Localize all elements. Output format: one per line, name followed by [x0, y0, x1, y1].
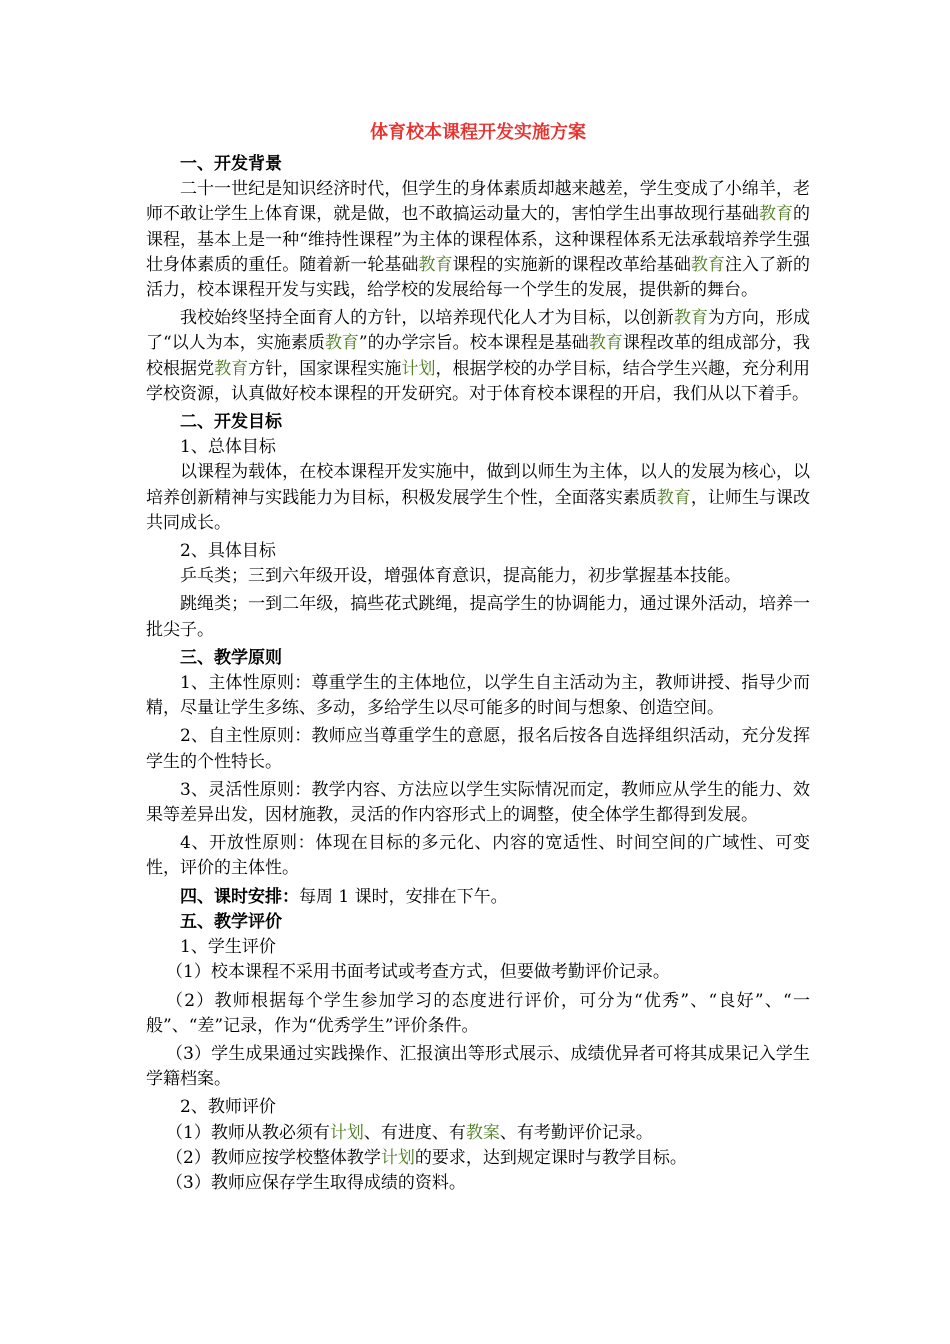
keyword-link[interactable]: 教育	[690, 254, 725, 275]
teacher-eval-1	[146, 1121, 810, 1146]
text-run: 、有进度、有	[363, 1122, 466, 1143]
keyword-link[interactable]: 教育	[324, 333, 359, 354]
text-run: 的要求，达到规定课时与教学目标。	[414, 1147, 687, 1168]
paragraph-rope-skipping: 跳绳类；一到二年级，搞些花式跳绳，提高学生的协调能力，通过课外活动，培养一批尖子。	[146, 594, 810, 640]
keyword-link[interactable]: 教育	[758, 204, 794, 225]
section-heading-principles: 三、教学原则	[180, 647, 282, 668]
section-heading-background: 一、开发背景	[180, 154, 282, 174]
keyword-link[interactable]: 教育	[656, 487, 691, 508]
subheading-teacher-eval: 2、教师评价	[180, 1097, 276, 1118]
text-run: 我校始终坚持全面育人的方针，以培养现代化人才为目标，以创新	[180, 308, 674, 329]
text-run: ，让师生与课改共同成长。	[146, 487, 811, 533]
document-page	[146, 120, 810, 1196]
section-heading-schedule: 四、课时安排：	[180, 886, 299, 907]
section-heading-goals: 二、开发目标	[180, 412, 282, 433]
student-eval-2: （2）教师根据每个学生参加学习的态度进行评价，可分为“优秀”、“良好”、“一般”、“差”记录，作为“优秀学生”评价条件。	[146, 990, 810, 1036]
document-title: 体育校本课程开发实施方案	[370, 122, 586, 143]
principle-3: 3、灵活性原则：教学内容、方法应以学生实际情况而定，教师应从学生的能力、效果等差异出发，因材施教，灵活的作内容形式上的调整，使全体学生都得到发展。	[146, 779, 810, 826]
paragraph-overall-goal	[146, 460, 810, 536]
keyword-link[interactable]: 教育	[673, 308, 708, 329]
text-run: 、有考勤评价记录。	[499, 1122, 653, 1143]
student-eval-1: （1）校本课程不采用书面考试或考查方式，但要做考勤评价记录。	[166, 962, 670, 983]
keyword-link[interactable]: 计划	[380, 1147, 415, 1168]
text-run: 课程的实施新的课程改革给基础	[452, 254, 691, 275]
principle-1: 1、主体性原则：尊重学生的主体地位，以学生自主活动为主，教师讲授、指导少而精，尽量让学生多练、多动，多给学生以尽可能多的时间与想象、创造空间。	[146, 673, 810, 719]
text-run: （1）教师从教必须有	[166, 1122, 330, 1143]
principle-2: 2、自主性原则：教师应当尊重学生的意愿，报名后按各自选择组织活动，充分发挥学生的个性特长。	[146, 726, 810, 772]
keyword-link[interactable]: 计划	[401, 358, 436, 379]
text-run: ”的办学宗旨。校本课程是基础	[358, 333, 589, 354]
text-run: 方针，国家课程实施	[248, 358, 402, 379]
teacher-eval-3: （3）教师应保存学生取得成绩的资料。	[166, 1172, 466, 1193]
student-eval-3: （3）学生成果通过实践操作、汇报演出等形式展示、成绩优异者可将其成果记入学生学籍档案。	[146, 1043, 810, 1090]
keyword-link[interactable]: 教育	[214, 358, 249, 379]
keyword-link[interactable]: 教育	[588, 333, 623, 354]
principle-4: 4、开放性原则：体现在目标的多元化、内容的宽适性、时间空间的广域性、可变性，评价的主体性。	[146, 833, 810, 879]
section-schedule	[146, 885, 810, 910]
text-run: 的课程，基本上是一种“维持性课程”为主体的课程体系，这种课程体系无法承载培养学生强壮身体素质的重任。随着新一轮基础	[146, 204, 811, 275]
text-run: 二十一世纪是知识经济时代，但学生的身体素质却越来越差，学生变成了小绵羊，老师不敢让学生上体育课，就是做，也不敢搞运动量大的，害怕学生出事故现行基础	[146, 179, 810, 225]
subheading-overall-goal: 1、总体目标	[180, 437, 276, 458]
section-heading-evaluation: 五、教学评价	[180, 911, 282, 932]
keyword-link[interactable]: 教案	[465, 1122, 500, 1143]
text-run: 为方向，形成了“以人为本，实施素质	[146, 308, 811, 354]
paragraph-pingpong: 乒乓类；三到六年级开设，增强体育意识，提高能力，初步掌握基本技能。	[180, 566, 741, 587]
paragraph-background-2	[146, 306, 810, 407]
keyword-link[interactable]: 计划	[329, 1122, 364, 1143]
text-run: 以课程为载体，在校本课程开发实施中，做到以师生为主体，以人的发展为核心，以培养创新精神与实践能力为目标，积极发展学生个性，全面落实素质	[146, 462, 810, 508]
subheading-student-eval: 1、学生评价	[180, 937, 276, 958]
text-run: 注入了新的活力，校本课程开发与实践，给学校的发展给每一个学生的发展，提供新的舞台。	[146, 254, 811, 301]
schedule-text: 每周 1 课时，安排在下午。	[299, 886, 508, 907]
teacher-eval-2	[146, 1146, 810, 1171]
keyword-link[interactable]: 教育	[418, 254, 453, 275]
text-run: （2）教师应按学校整体教学	[166, 1147, 381, 1168]
text-run: 课程改革的组成部分，我校根据党	[146, 333, 810, 379]
paragraph-background-1	[146, 177, 810, 303]
text-run: ，根据学校的办学目标，结合学生兴趣，充分利用学校资源，认真做好校本课程的开发研究。对于体育校本课程的开启，我们从以下着手。	[146, 358, 811, 404]
subheading-specific-goal: 2、具体目标	[180, 541, 276, 562]
